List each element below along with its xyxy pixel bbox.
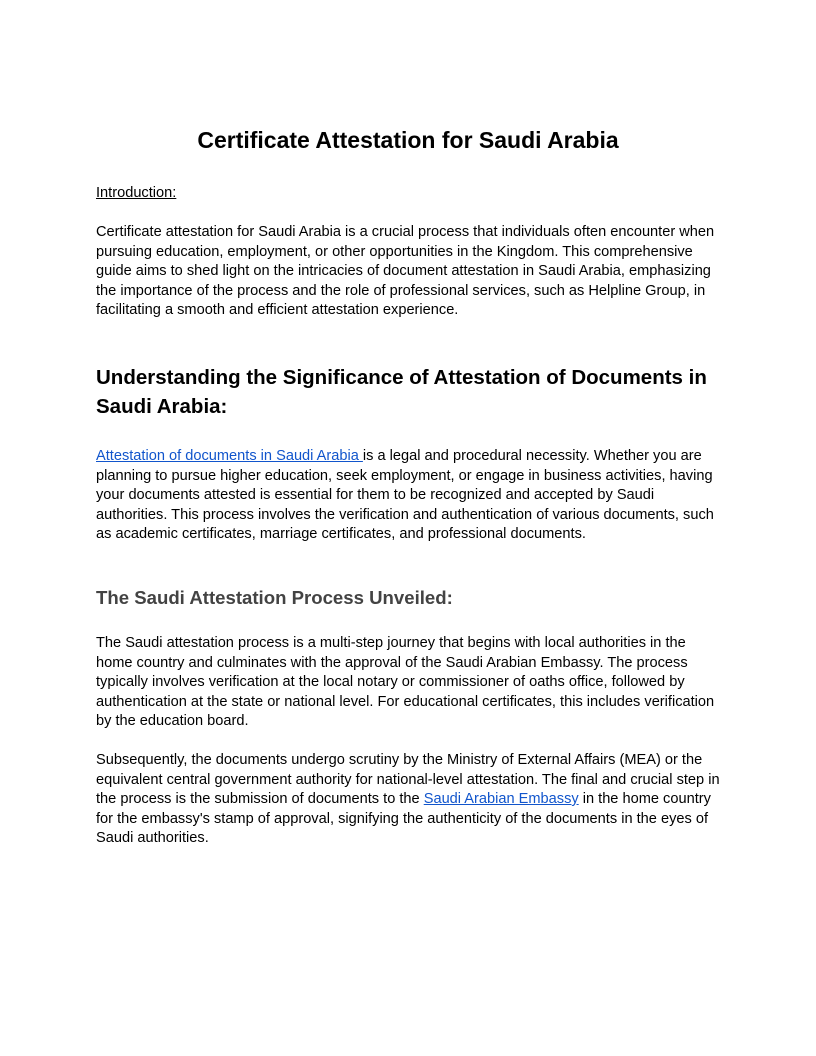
process-paragraph-1: The Saudi attestation process is a multi-step journey that begins with local authorities in the home country and culminates with the approval of the Saudi Arabian Embassy. The process typically involves verification at the local notary or commissioner of oaths office, followed by authentication at the state or national level. For educational certificates, this includes verification by the education board. xyxy=(96,635,715,729)
intro-label: Introduction: xyxy=(96,185,177,201)
process-paragraph-2 xyxy=(96,751,720,849)
section-heading-process: The Saudi Attestation Process Unveiled: xyxy=(96,587,453,608)
section-heading-significance: Understanding the Significance of Attestation of Documents in Saudi Arabia: xyxy=(96,366,707,418)
significance-paragraph xyxy=(96,447,720,545)
process-paragraph-2-before: Subsequently, the documents undergo scrutiny by the Ministry of External Affairs (MEA) or the equivalent central government authority for national-level attestation. The final and crucial step in the process is the submission of documents to the xyxy=(96,752,720,807)
intro-paragraph: Certificate attestation for Saudi Arabia is a crucial process that individuals often encounter when pursuing education, employment, or other opportunities in the Kingdom. This comprehensive guide aims to shed light on the intricacies of document attestation in Saudi Arabia, emphasizing the importance of the process and the role of professional services, such as Helpline Group, in facilitating a smooth and efficient attestation experience. xyxy=(96,224,715,318)
significance-paragraph-text: is a legal and procedural necessity. Whether you are planning to pursue higher education, seek employment, or engage in business activities, having your documents attested is essential for them to be recognized and accepted by Saudi authorities. This process involves the verification and authentication of various documents, such as academic certificates, marriage certificates, and professional documents. xyxy=(96,448,714,542)
process-paragraph-2-after: in the home country for the embassy's stamp of approval, signifying the authenticity of the documents in the eyes of Saudi authorities. xyxy=(96,791,711,846)
attestation-documents-link[interactable]: Attestation of documents in Saudi Arabia xyxy=(96,448,363,464)
saudi-embassy-link[interactable]: Saudi Arabian Embassy xyxy=(423,791,579,807)
document-title: Certificate Attestation for Saudi Arabia xyxy=(197,127,619,153)
